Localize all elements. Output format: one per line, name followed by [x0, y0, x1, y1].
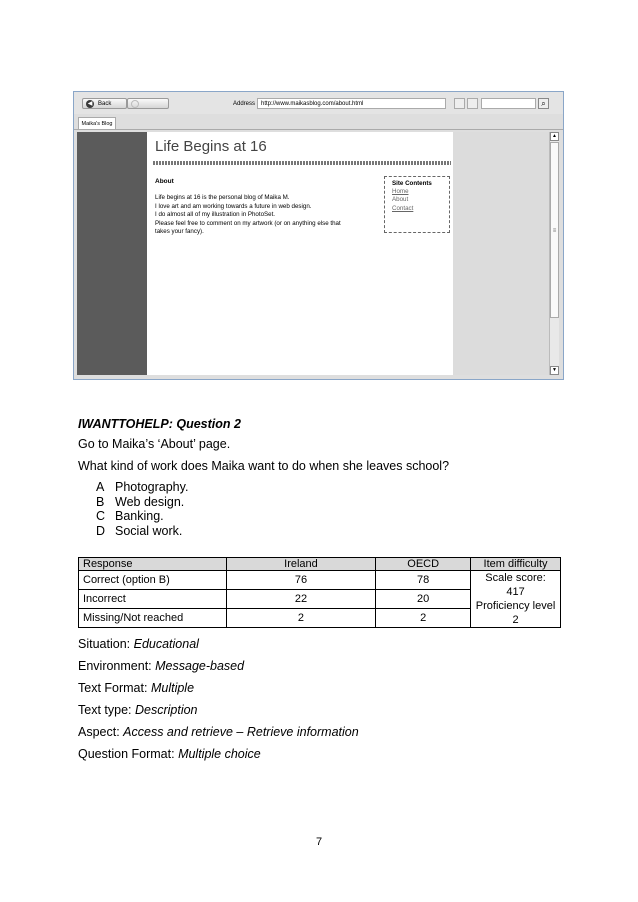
address-bar[interactable]: http://www.maikasblog.com/about.html — [257, 98, 446, 109]
forward-arrow-icon — [131, 100, 139, 108]
forward-button[interactable] — [127, 98, 169, 109]
aspect-line — [78, 725, 359, 739]
back-arrow-icon: ◀ — [87, 101, 93, 107]
about-line: I love art and am working towards a future in web design. — [155, 202, 312, 210]
home-link[interactable]: Home — [392, 188, 409, 195]
scroll-down-icon[interactable]: ▼ — [550, 366, 559, 375]
option-c — [96, 509, 188, 524]
search-input[interactable] — [481, 98, 536, 109]
table-row — [79, 571, 561, 590]
text-format-value: Multiple — [150, 681, 195, 695]
situation-label: Situation: — [78, 637, 131, 651]
header-response: Response — [79, 558, 227, 571]
ireland-cell: 76 — [226, 571, 376, 590]
ireland-cell: 2 — [226, 609, 376, 628]
response-cell: Incorrect — [79, 590, 227, 609]
option-letter: B — [96, 494, 105, 509]
option-d — [96, 524, 188, 539]
proficiency-level: Proficiency level 2 — [475, 600, 556, 626]
contact-link[interactable]: Contact — [392, 204, 414, 212]
oecd-cell: 78 — [376, 571, 471, 590]
question-prompt: What kind of work does Maika want to do when she leaves school? — [78, 459, 450, 473]
page-number: 7 — [315, 836, 323, 848]
text-type-value: Description — [134, 703, 198, 717]
blog-title: Life Begins at 16 — [155, 138, 267, 155]
title-divider — [153, 161, 451, 165]
about-current: About — [392, 196, 409, 204]
option-a — [96, 480, 188, 495]
option-text: Banking. — [115, 509, 164, 523]
about-line: takes your fancy). — [155, 228, 204, 236]
option-text: Social work. — [115, 523, 183, 538]
about-line: Life begins at 16 is the personal blog of Maika M. — [155, 194, 290, 201]
blog-left-sidebar — [77, 132, 147, 375]
aspect-label: Aspect: — [78, 725, 120, 739]
text-type-label: Text type: — [78, 703, 132, 717]
blog-page — [147, 132, 453, 375]
text-format-label: Text Format: — [78, 681, 148, 695]
vertical-scrollbar[interactable] — [549, 132, 559, 375]
blog-right-margin — [453, 132, 549, 375]
environment-value: Message-based — [155, 659, 245, 673]
go-button[interactable] — [454, 98, 465, 109]
site-contents-box — [384, 176, 450, 233]
text-format-line — [78, 681, 194, 695]
back-button[interactable] — [82, 98, 127, 109]
situation-value: Educational — [133, 637, 199, 651]
question-format-label: Question Format: — [78, 747, 175, 761]
about-heading: About — [155, 178, 174, 185]
text-type-line — [78, 703, 198, 717]
option-text: Photography. — [115, 480, 189, 494]
option-text: Web design. — [115, 494, 185, 509]
answer-options — [96, 480, 188, 538]
ireland-cell: 22 — [226, 590, 376, 609]
oecd-cell: 2 — [376, 609, 471, 628]
scroll-thumb[interactable]: ≡ — [550, 142, 559, 318]
question-format-line — [78, 747, 261, 761]
search-icon[interactable]: ⌕ — [538, 98, 549, 109]
option-letter: C — [96, 509, 106, 523]
question-instruction: Go to Maika’s ‘About’ page. — [78, 437, 231, 451]
table-header-row — [79, 558, 561, 571]
header-oecd: OECD — [376, 558, 471, 571]
header-ireland: Ireland — [226, 558, 376, 571]
aspect-value: Access and retrieve – Retrieve information — [123, 725, 359, 739]
header-item-difficulty: Item difficulty — [471, 558, 561, 571]
scroll-up-icon[interactable]: ▲ — [550, 132, 559, 141]
question-title: IWANTTOHELP: Question 2 — [78, 417, 241, 431]
option-letter: D — [96, 523, 106, 538]
option-b — [96, 495, 188, 510]
scale-score: Scale score: 417 — [485, 572, 546, 598]
environment-label: Environment: — [78, 659, 152, 673]
tab-maikas-blog[interactable]: Maika's Blog — [78, 117, 116, 130]
option-letter: A — [96, 480, 105, 494]
item-difficulty-cell — [471, 571, 561, 628]
about-line: Please feel free to comment on my artwork (or on anything else that — [155, 219, 341, 227]
about-line: I do almost all of my illustration in PhotoSet. — [155, 211, 276, 219]
browser-viewport — [77, 132, 549, 375]
browser-toolbar — [74, 92, 563, 114]
response-cell: Correct (option B) — [79, 571, 227, 590]
refresh-button[interactable] — [467, 98, 478, 109]
results-table — [78, 557, 561, 628]
oecd-cell: 20 — [376, 590, 471, 609]
about-text — [155, 194, 373, 237]
browser-screenshot — [73, 91, 564, 380]
situation-line — [78, 637, 199, 651]
environment-line — [78, 659, 244, 673]
address-label: Address — [233, 101, 256, 107]
question-format-value: Multiple choice — [178, 747, 261, 761]
site-contents-heading: Site Contents — [392, 180, 432, 187]
tab-divider — [74, 129, 563, 130]
response-cell: Missing/Not reached — [79, 609, 227, 628]
back-label: Back — [98, 101, 112, 107]
